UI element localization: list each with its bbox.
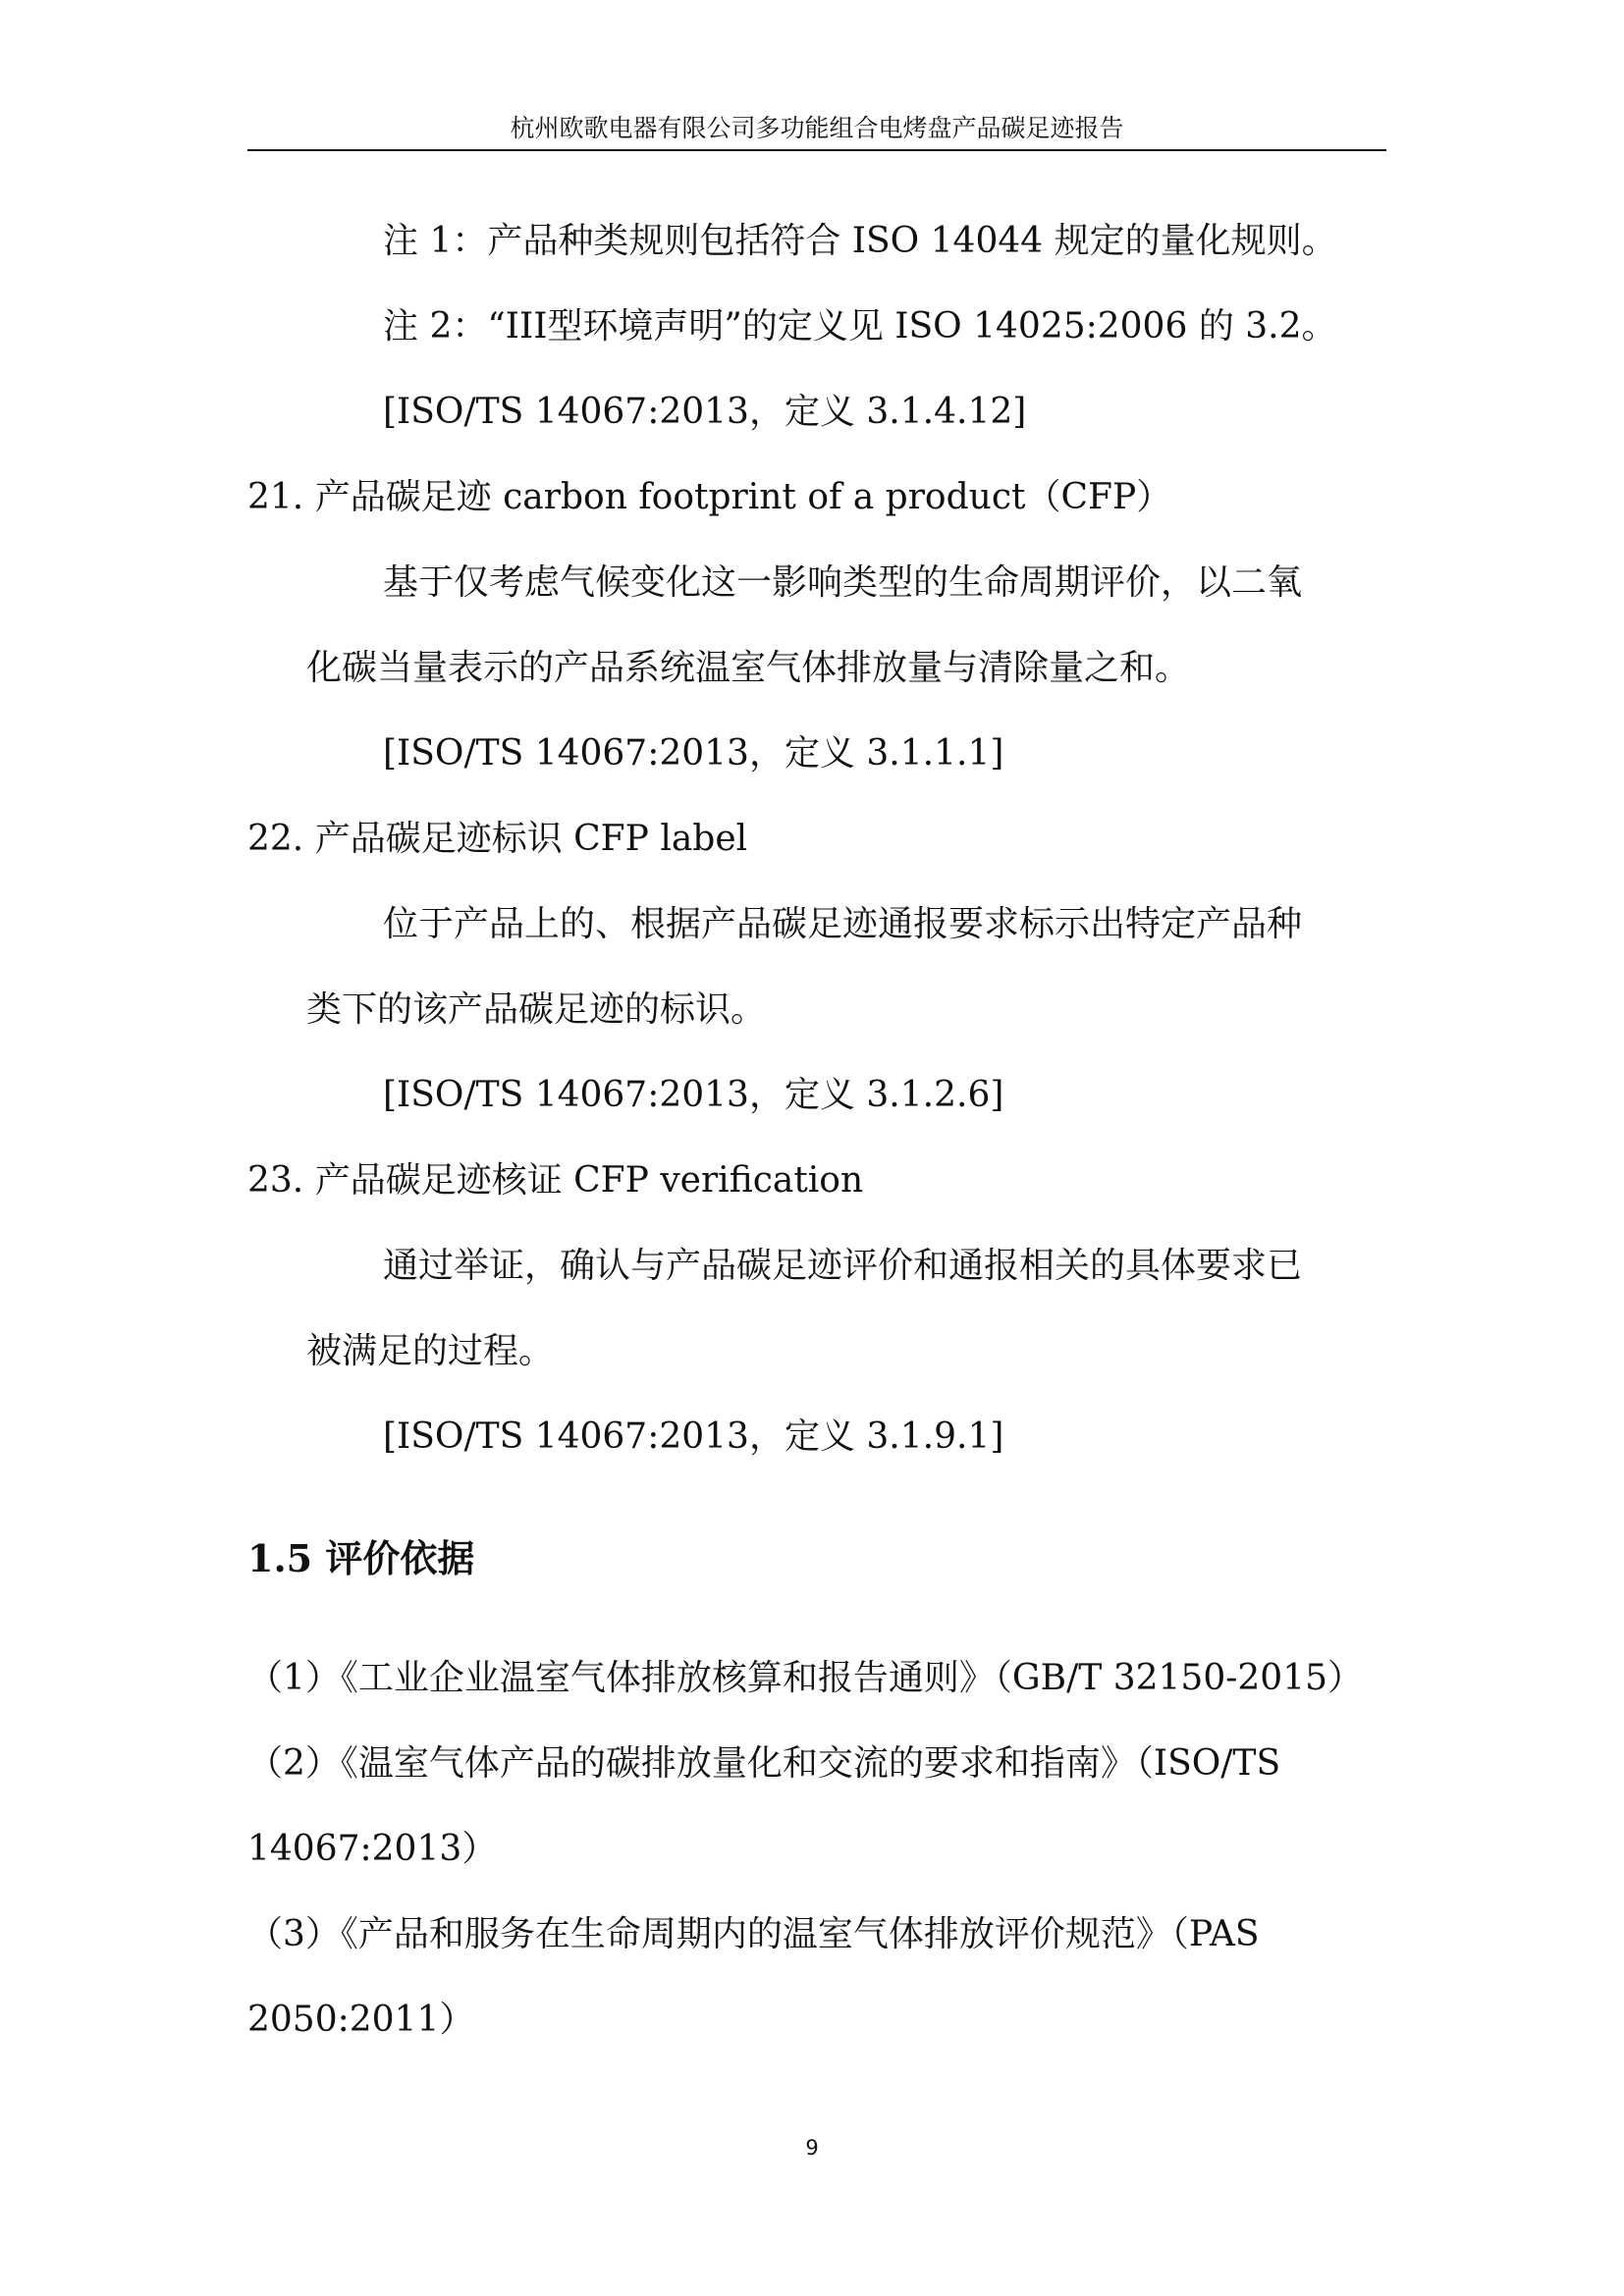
note-2: 注 2：“III型环境声明”的定义见 ISO 14025:2006 的 3.2。 xyxy=(383,306,1337,347)
term-definition-22-line2: 类下的该产品碳足迹的标识。 xyxy=(306,989,767,1030)
section-heading: 1.5 评价依据 xyxy=(247,1536,475,1580)
reference-term-22: [ISO/TS 14067:2013，定义 3.1.2.6] xyxy=(383,1075,1004,1115)
term-definition-22-line1: 位于产品上的、根据产品碳足迹通报要求标示出特定产品种 xyxy=(383,904,1303,944)
basis-item-3-line1: （3）《产品和服务在生命周期内的温室气体排放评价规范》（PAS xyxy=(247,1914,1260,1954)
note-1: 注 1：产品种类规则包括符合 ISO 14044 规定的量化规则。 xyxy=(383,221,1337,261)
basis-item-2-line2: 14067:2013） xyxy=(247,1829,498,1869)
header-divider xyxy=(247,149,1386,151)
term-title-23: 23. 产品碳足迹核证 CFP verification xyxy=(247,1160,864,1201)
term-definition-21-line2: 化碳当量表示的产品系统温室气体排放量与清除量之和。 xyxy=(306,648,1191,688)
term-definition-21-line1: 基于仅考虑气候变化这一影响类型的生命周期评价，以二氧 xyxy=(383,562,1303,603)
running-header: 杭州欧歌电器有限公司多功能组合电烤盘产品碳足迹报告 xyxy=(510,114,1124,142)
basis-item-2-line1: （2）《温室气体产品的碳排放量化和交流的要求和指南》（ISO/TS xyxy=(247,1743,1281,1784)
page-number: 9 xyxy=(805,2136,819,2160)
term-definition-23-line2: 被满足的过程。 xyxy=(306,1331,555,1371)
term-title-22: 22. 产品碳足迹标识 CFP label xyxy=(247,819,748,859)
reference-term-23: [ISO/TS 14067:2013，定义 3.1.9.1] xyxy=(383,1416,1004,1457)
basis-item-1: （1）《工业企业温室气体排放核算和报告通则》（GB/T 32150-2015） xyxy=(247,1658,1364,1698)
reference-term-20: [ISO/TS 14067:2013，定义 3.1.4.12] xyxy=(383,392,1027,432)
basis-item-3-line2: 2050:2011） xyxy=(247,2000,475,2040)
term-title-21: 21. 产品碳足迹 carbon footprint of a product（CFP） xyxy=(247,477,1172,517)
term-definition-23-line1: 通过举证，确认与产品碳足迹评价和通报相关的具体要求已 xyxy=(383,1246,1303,1286)
reference-term-21: [ISO/TS 14067:2013，定义 3.1.1.1] xyxy=(383,733,1004,774)
